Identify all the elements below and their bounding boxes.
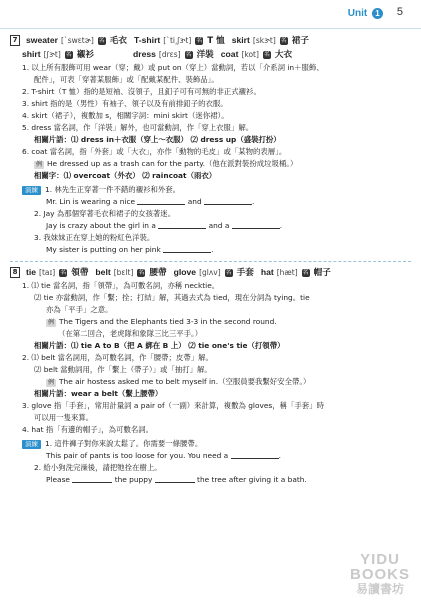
pos-badge: 名: [225, 269, 232, 276]
word-phonetic: [drɛs]: [158, 50, 181, 59]
practice-q3: 3. 我妹妹正在穿上她的粉紅色洋裝。: [34, 233, 155, 242]
example-tag: 例: [35, 161, 42, 168]
section-8-title: [10, 266, 411, 280]
word-phonetic: [taɪ]: [39, 268, 56, 277]
word-zh: 帽子: [313, 268, 331, 278]
practice-q1-answer: This pair of pants is too loose for you. You need a .: [46, 451, 281, 460]
answer-blank[interactable]: [204, 196, 252, 205]
word-en: skirt: [231, 35, 250, 45]
pos-badge: 名: [263, 51, 270, 58]
note-line: ⑵ tie 亦當動詞，作「繫；拴；打結」解，其過去式為 tied，現在分詞為 tying。tie: [34, 293, 310, 302]
answer-blank[interactable]: [163, 244, 211, 253]
page-content: [10, 34, 411, 486]
practice-q2: 2. 給小狗洗完澡後，請把牠拴在樹上。: [34, 463, 162, 472]
word-en: tie: [26, 267, 37, 277]
section-divider: [10, 261, 411, 262]
answer-blank[interactable]: [72, 474, 112, 483]
word-zh: 腰帶: [149, 268, 167, 278]
note-line: 可以用一隻來算。: [34, 413, 94, 422]
word-phonetic: [hæt]: [276, 268, 298, 277]
note-line: 4. skirt（裙子），複數加 s，相關字詞：mini skirt（迷你裙）。: [22, 111, 229, 120]
unit-label: Unit 1: [348, 8, 383, 19]
word-phonetic: [ˋswɛtɚ]: [61, 36, 94, 45]
logo-text-en: YIDU BOOKS: [349, 551, 410, 583]
word-phonetic: [ˋti͵ʃɝt]: [163, 36, 192, 45]
word-phonetic: [bɛlt]: [113, 268, 134, 277]
note-line: ⑵ belt 當動詞用，作「繫上（帶子）」或「抽打」解。: [34, 365, 212, 374]
word-en: glove: [173, 267, 197, 277]
pos-badge: 名: [185, 51, 192, 58]
practice-q2-answer: Please the puppy the tree after giving it a bath.: [46, 475, 307, 484]
related-words: 相關字：⑴ overcoat（外衣） ⑵ raincoat（雨衣）: [34, 171, 217, 180]
note-line: 2. ⑴ belt 當名詞用，為可數名詞，作「腰帶；皮帶」解。: [22, 353, 213, 362]
practice-tag: 演練: [22, 440, 41, 449]
word-en: sweater: [26, 35, 59, 45]
pos-badge: 名: [280, 37, 287, 44]
word-en: coat: [220, 49, 239, 59]
word-en: shirt: [22, 49, 41, 59]
note-line: 4. hat 指「有邊的帽子」，為可數名詞。: [22, 425, 154, 434]
related-phrases: 相關片語：wear a belt（繫上腰帶）: [34, 389, 163, 398]
pos-badge: 名: [60, 269, 67, 276]
practice-q1: 演練 1. 這件褲子對你來說太鬆了。你需要一條腰帶。: [10, 438, 411, 450]
word-phonetic: [skɝt]: [252, 36, 276, 45]
note-line: 2. T-shirt（T 恤）指的是短袖、沒領子，且釦子可有可無的非正式襯衫。: [22, 87, 261, 96]
pos-badge: 名: [98, 37, 105, 44]
practice-q1-answer: Mr. Lin is wearing a nice and .: [46, 197, 255, 206]
page-header: [0, 0, 421, 29]
practice-q1: 演練 1. 林先生正穿著一件不錯的襯衫和外套。: [10, 184, 411, 196]
word-zh: 洋裝: [196, 50, 214, 60]
word-phonetic: [kot]: [241, 50, 259, 59]
example-translation: （在第二回合，老虎隊和象隊三比三平手。）: [58, 329, 203, 338]
answer-blank[interactable]: [155, 474, 195, 483]
practice-tag: 演練: [22, 186, 41, 195]
example-tag: 例: [47, 319, 54, 326]
section-number: 7: [10, 35, 20, 46]
word-zh: 襯衫: [76, 50, 94, 60]
section-7-title: [10, 34, 411, 48]
pos-badge: 名: [65, 51, 72, 58]
logo-text-zh: 易讀書坊: [355, 582, 404, 596]
word-zh: 大衣: [274, 50, 293, 60]
word-zh: 手套: [236, 268, 254, 278]
word-zh: T 恤: [207, 36, 225, 46]
pos-badge: 名: [196, 37, 203, 44]
word-zh: 毛衣: [109, 36, 128, 46]
note-line: 1. ⑴ tie 當名詞，指「領帶」，為可數名詞，亦稱 necktie。: [22, 281, 220, 290]
word-en: T-shirt: [134, 35, 161, 45]
example-sentence: 例 He dressed up as a trash can for the party.（他在派對裝扮成垃圾桶。）: [35, 159, 298, 168]
related-phrases: 相關片語：⑴ dress in＋衣服（穿上～衣服） ⑵ dress up（盛裝打扮）: [34, 135, 281, 144]
page-number: 5: [396, 6, 403, 18]
note-line: 3. glove 指「手套」，常用計量詞 a pair of（一副）來計算，複數為 gloves，稱「手套」時: [22, 401, 324, 410]
word-zh: 領帶: [71, 268, 89, 278]
practice-q2: 2. Jay 為那個穿著毛衣和裙子的女孩著迷。: [34, 209, 176, 218]
answer-blank[interactable]: [137, 196, 185, 205]
section-7-title-line2: [10, 48, 411, 62]
note-line: 5. dress 當名詞，作「洋裝」解外，也可當動詞，作「穿上衣服」解。: [22, 123, 254, 132]
section-number: 8: [10, 267, 20, 278]
answer-blank[interactable]: [232, 220, 280, 229]
example-tag: 例: [47, 379, 54, 386]
note-line: 亦為「平手」之意。: [46, 305, 113, 314]
word-phonetic: [glʌv]: [199, 268, 221, 277]
practice-q3-answer: My sister is putting on her pink .: [46, 245, 214, 254]
word-phonetic: [ʃɝt]: [43, 50, 61, 59]
unit-number-badge: 1: [372, 8, 383, 19]
note-line: 6. coat 當名詞，指「外套」或「大衣」，亦作「動物的毛皮」或「某物的表層」。: [22, 147, 287, 156]
word-en: belt: [95, 267, 111, 277]
practice-q2-answer: Jay is crazy about the girl in a and a .: [46, 221, 283, 230]
answer-blank[interactable]: [231, 450, 279, 459]
pos-badge: 名: [138, 269, 145, 276]
word-en: hat: [260, 267, 274, 277]
word-en: dress: [132, 49, 156, 59]
example-sentence: 例 The Tigers and the Elephants tied 3-3 in the second round.: [47, 317, 277, 326]
publisher-logo: [345, 552, 415, 596]
note-line: 1. 以上所有服飾可用 wear（穿；戴）或 put on（穿上）當動詞，若以「介系詞 in＋服飾、: [22, 63, 324, 72]
pos-badge: 名: [302, 269, 309, 276]
related-phrases: 相關片語：⑴ tie A to B（把 A 綁在 B 上） ⑵ tie one's tie（打領帶）: [34, 341, 285, 350]
note-line: 3. shirt 指的是（男性）有袖子、領子以及有前排釦子的衣服。: [22, 99, 228, 108]
example-sentence: 例 The air hostess asked me to belt myself in.（空服員要我繫好安全帶。）: [47, 377, 311, 386]
note-line: 配件」，可表「穿著某服飾」或「配戴某配件、裝飾品」。: [34, 75, 219, 84]
answer-blank[interactable]: [158, 220, 206, 229]
word-zh: 裙子: [291, 36, 309, 46]
